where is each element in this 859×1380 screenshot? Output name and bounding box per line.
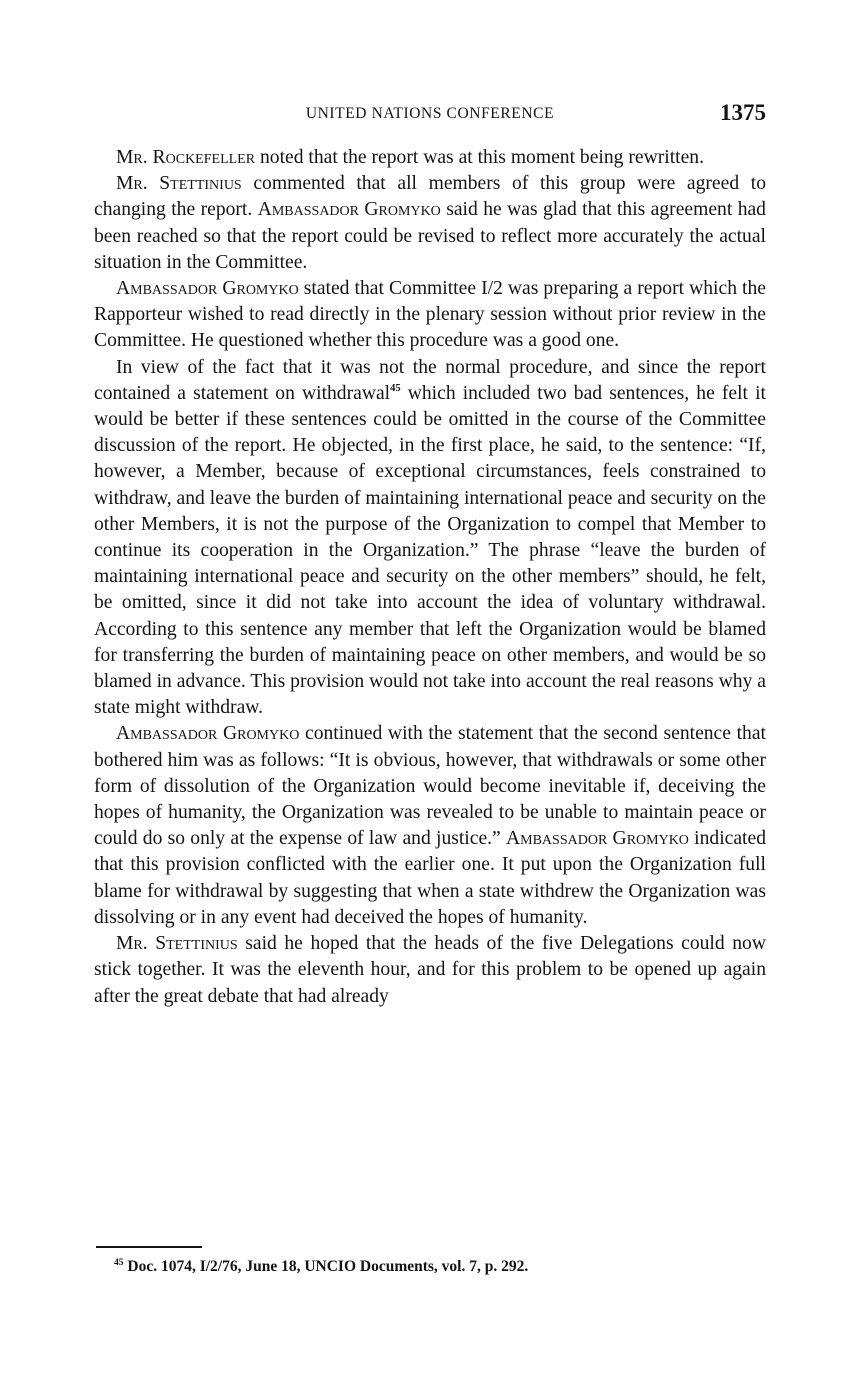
paragraph-text: stated that Committee I/2 was preparing a report which the Rapporteur wished to read directly in the plenary session without prior review in the Committee. He questioned whether this procedure was a good one. xyxy=(94,278,766,352)
running-head xyxy=(94,100,766,130)
paragraph-text: noted that the report was at this moment being rewritten. xyxy=(255,147,704,168)
paragraph-1 xyxy=(94,145,766,171)
footnote-reference[interactable]: 45 xyxy=(390,382,401,394)
paragraph-text: indicated that this provision conflicted with the earlier one. It put upon the Organization full blame for withdrawal by suggesting that when a state withdrew the Organization was dissolving or in any event had deceived the hopes of humanity. xyxy=(94,828,766,928)
paragraph-3 xyxy=(94,276,766,355)
speaker-name: Mr. Rockefeller xyxy=(116,147,256,168)
footnote xyxy=(114,1257,754,1277)
paragraph-text: continued with the statement that the second sentence that bothered him was as follows: “It is obvious, however, that withdrawals or some other form of dissolution of the Organization would become inevitable if, deceiving the hopes of humanity, the Organization was revealed to be unable to maintain peace or could do so only at the expense of law and justice.” xyxy=(94,723,766,850)
speaker-name: Mr. Stettinius xyxy=(116,933,238,955)
paragraph-text: said he hoped that the heads of the five Delegations could now stick together. It was the eleventh hour, and for this problem to be opened up again after the great debate that had already xyxy=(94,933,766,1007)
page-number: 1375 xyxy=(720,100,766,125)
speaker-name: Ambassador Gromyko xyxy=(257,199,441,221)
body-text xyxy=(94,145,766,1010)
speaker-name: Ambassador Gromyko xyxy=(116,278,299,300)
footnote-text: Doc. 1074, I/2/76, June 18, UNCIO Documents, vol. 7, p. 292. xyxy=(123,1258,529,1275)
paragraph-text: said he was glad that this agreement had been reached so that the report could be revised to reflect more accurately the actual situation in the Committee. xyxy=(94,199,766,273)
paragraph-text: commented that all members of this group were agreed to changing the report. xyxy=(94,173,766,221)
paragraph-text: which included two bad sentences, he felt it would be better if these sentences could be omitted in the course of the Committee discussion of the report. He objected, in the first place, he said, to the sentence: “If, however, a Member, because of exceptional circumstances, feels constrained to withdraw, and leave the burden of maintaining international peace and security on the other Members, it is not the purpose of the Organization to compel that Member to continue its cooperation in the Organization.” The phrase “leave the burden of maintaining international peace and security on the other members” should, he felt, be omitted, since it did not take into account the idea of voluntary withdrawal. According to this sentence any member that left the Organization would be blamed for transferring the burden of maintaining peace on other members, and would be so blamed in advance. This provision would not take into account the real reasons why a state might withdraw. xyxy=(94,382,766,719)
footnote-number: 45 xyxy=(114,1258,124,1268)
paragraph-4 xyxy=(94,355,766,722)
speaker-name: Mr. Stettinius xyxy=(116,173,242,195)
paragraph-text: In view of the fact that it was not the normal procedure, and since the report contained a statement on withdrawal xyxy=(94,356,766,404)
paragraph-5 xyxy=(94,721,766,931)
paragraph-2 xyxy=(94,171,766,276)
running-title: UNITED NATIONS CONFERENCE xyxy=(305,105,555,122)
paragraph-6 xyxy=(94,931,766,1010)
speaker-name: Ambassador Gromyko xyxy=(116,723,300,745)
footnote-divider xyxy=(96,1246,202,1248)
speaker-name: Ambassador Gromyko xyxy=(506,828,689,850)
